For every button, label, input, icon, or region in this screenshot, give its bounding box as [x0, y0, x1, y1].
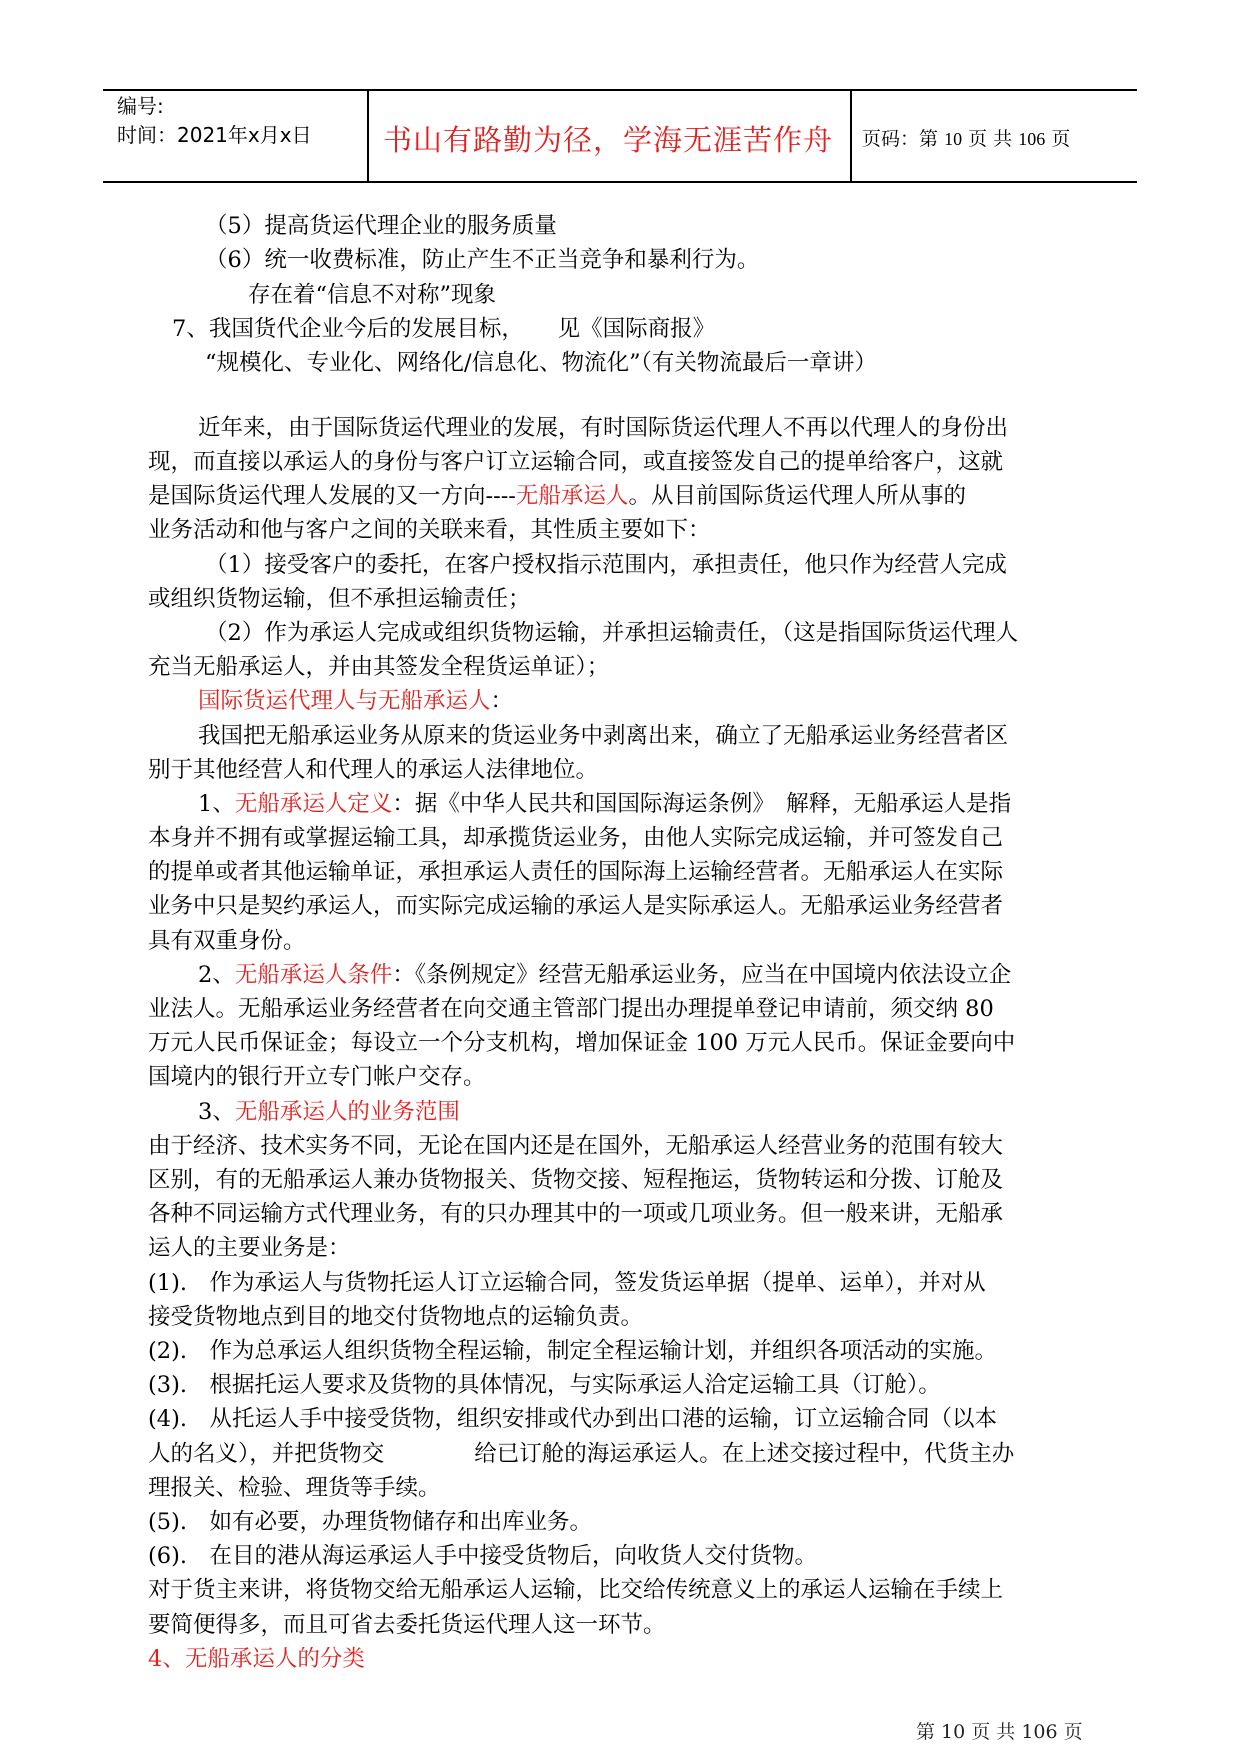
- section-heading: 4、无船承运人的分类: [148, 1646, 365, 1672]
- page-total: 106: [1018, 129, 1046, 149]
- paragraph-line: 业务中只是契约承运人，而实际完成运输的承运人是实际承运人。无船承运业务经营者: [148, 893, 1004, 919]
- list-item: (1). 作为承运人与货物托运人订立运输合同，签发货运单据（提单、运单），并对从: [148, 1270, 986, 1296]
- section-heading: 国际货运代理人与无船承运人：: [198, 688, 514, 714]
- list-item: （1）接受客户的委托，在客户授权指示范围内，承担责任，他只作为经营人完成: [205, 552, 1007, 578]
- paragraph-line: 是国际货运代理人发展的又一方向----无船承运人。从目前国际货运代理人所从事的: [148, 483, 966, 509]
- list-item: (5). 如有必要，办理货物储存和出库业务。: [148, 1509, 593, 1535]
- paragraph-line: 现，而直接以承运人的身份与客户订立运输合同，或直接签发自己的提单给客户，这就: [148, 449, 1004, 475]
- text-line: “规模化、专业化、网络化/信息化、物流化”（有关物流最后一章讲）: [205, 350, 877, 376]
- list-item: (4). 从托运人手中接受货物，组织安排或代办到出口港的运输，订立运输合同（以本: [148, 1406, 998, 1432]
- list-item: (6). 在目的港从海运承运人手中接受货物后，向收货人交付货物。: [148, 1543, 818, 1569]
- paragraph-line: 我国把无船承运业务从原来的货运业务中剥离出来，确立了无船承运业务经营者区: [198, 723, 1009, 749]
- text-line: （5）提高货运代理企业的服务质量: [205, 213, 557, 239]
- highlight-term: 无船承运人: [515, 483, 629, 509]
- page-number: 10: [944, 129, 963, 149]
- doc-time-label: 时间：2021年x月x日: [117, 123, 312, 147]
- header-info: [117, 92, 362, 150]
- paragraph-line: 运人的主要业务是：: [148, 1235, 351, 1261]
- paragraph-line: 具有双重身份。: [148, 928, 306, 954]
- paragraph-line: 万元人民币保证金；每设立一个分支机构，增加保证金 100 万元人民币。保证金要向中: [148, 1030, 1016, 1056]
- list-item: （2）作为承运人完成或组织货物运输，并承担运输责任，（这是指国际货运代理人: [205, 620, 1019, 646]
- text-line: （6）统一收费标准，防止产生不正当竞争和暴利行为。: [205, 247, 760, 273]
- list-item: 充当无船承运人，并由其签发全程货运单证）；: [148, 654, 610, 680]
- paragraph-line: 的提单或者其他运输单证，承担承运人责任的国际海上运输经营者。无船承运人在实际: [148, 859, 1004, 885]
- page-prefix: 页码：第: [862, 128, 939, 150]
- paragraph-line: 1、无船承运人定义：据《中华人民共和国国际海运条例》 解释，无船承运人是指: [198, 791, 1012, 817]
- page-footer: 第 10 页 共 106 页: [916, 1721, 1083, 1743]
- paragraph-line: 要简便得多，而且可省去委托货运代理人这一环节。: [148, 1612, 666, 1638]
- text-line: 7、我国货代企业今后的发展目标， 见《国际商报》: [172, 316, 716, 342]
- header-divider-right: [850, 91, 852, 181]
- paragraph-line: 2、无船承运人条件：《条例规定》经营无船承运业务，应当在中国境内依法设立企: [198, 962, 1012, 988]
- list-item: 或组织货物运输，但不承担运输责任；: [148, 586, 531, 612]
- paragraph-line: 别于其他经营人和代理人的承运人法律地位。: [148, 757, 599, 783]
- list-item: (3). 根据托运人要求及货物的具体情况，与实际承运人洽定运输工具（订舱）。: [148, 1372, 941, 1398]
- list-item: 接受货物地点到目的地交付货物地点的运输负责。: [148, 1304, 644, 1330]
- section-heading: 3、无船承运人的业务范围: [198, 1099, 460, 1125]
- paragraph-line: 业务活动和他与客户之间的关联来看，其性质主要如下：: [148, 517, 711, 543]
- page-suffix: 页: [1051, 128, 1071, 150]
- paragraph-line: 国境内的银行开立专门帐户交存。: [148, 1064, 486, 1090]
- paragraph-line: 各种不同运输方式代理业务，有的只办理其中的一项或几项业务。但一般来讲，无船承: [148, 1201, 1004, 1227]
- list-item: 人的名义），并把货物交 给已订舱的海运承运人。在上述交接过程中，代货主办: [148, 1441, 1015, 1467]
- paragraph-line: 对于货主来讲，将货物交给无船承运人运输，比交给传统意义上的承运人运输在手续上: [148, 1577, 1004, 1603]
- paragraph-line: 由于经济、技术实务不同，无论在国内还是在国外，无船承运人经营业务的范围有较大: [148, 1133, 1004, 1159]
- text-line: 存在着“信息不对称”现象: [248, 282, 497, 308]
- paragraph-line: 近年来，由于国际货运代理业的发展，有时国际货运代理人不再以代理人的身份出: [198, 415, 1009, 441]
- list-item: 理报关、检验、理货等手续。: [148, 1475, 441, 1501]
- doc-number-label: 编号:: [117, 94, 164, 118]
- paragraph-line: 区别，有的无船承运人兼办货物报关、货物交接、短程拖运，货物转运和分拨、订舱及: [148, 1167, 1004, 1193]
- header-page-indicator: [862, 124, 1070, 151]
- highlight-term: 无船承运人条件: [234, 962, 393, 988]
- header-motto: 书山有路勤为径，学海无涯苦作舟: [382, 123, 833, 157]
- header-top-rule: [103, 89, 1137, 91]
- list-item: (2). 作为总承运人组织货物全程运输，制定全程运输计划，并组织各项活动的实施。: [148, 1338, 998, 1364]
- page-mid: 页 共: [968, 128, 1013, 150]
- paragraph-line: 业法人。无船承运业务经营者在向交通主管部门提出办理提单登记申请前，须交纳 80: [148, 996, 994, 1022]
- paragraph-line: 本身并不拥有或掌握运输工具，却承揽货运业务，由他人实际完成运输，并可签发自己: [148, 825, 1004, 851]
- highlight-term: 无船承运人定义: [234, 791, 393, 817]
- header-bottom-rule: [103, 181, 1137, 183]
